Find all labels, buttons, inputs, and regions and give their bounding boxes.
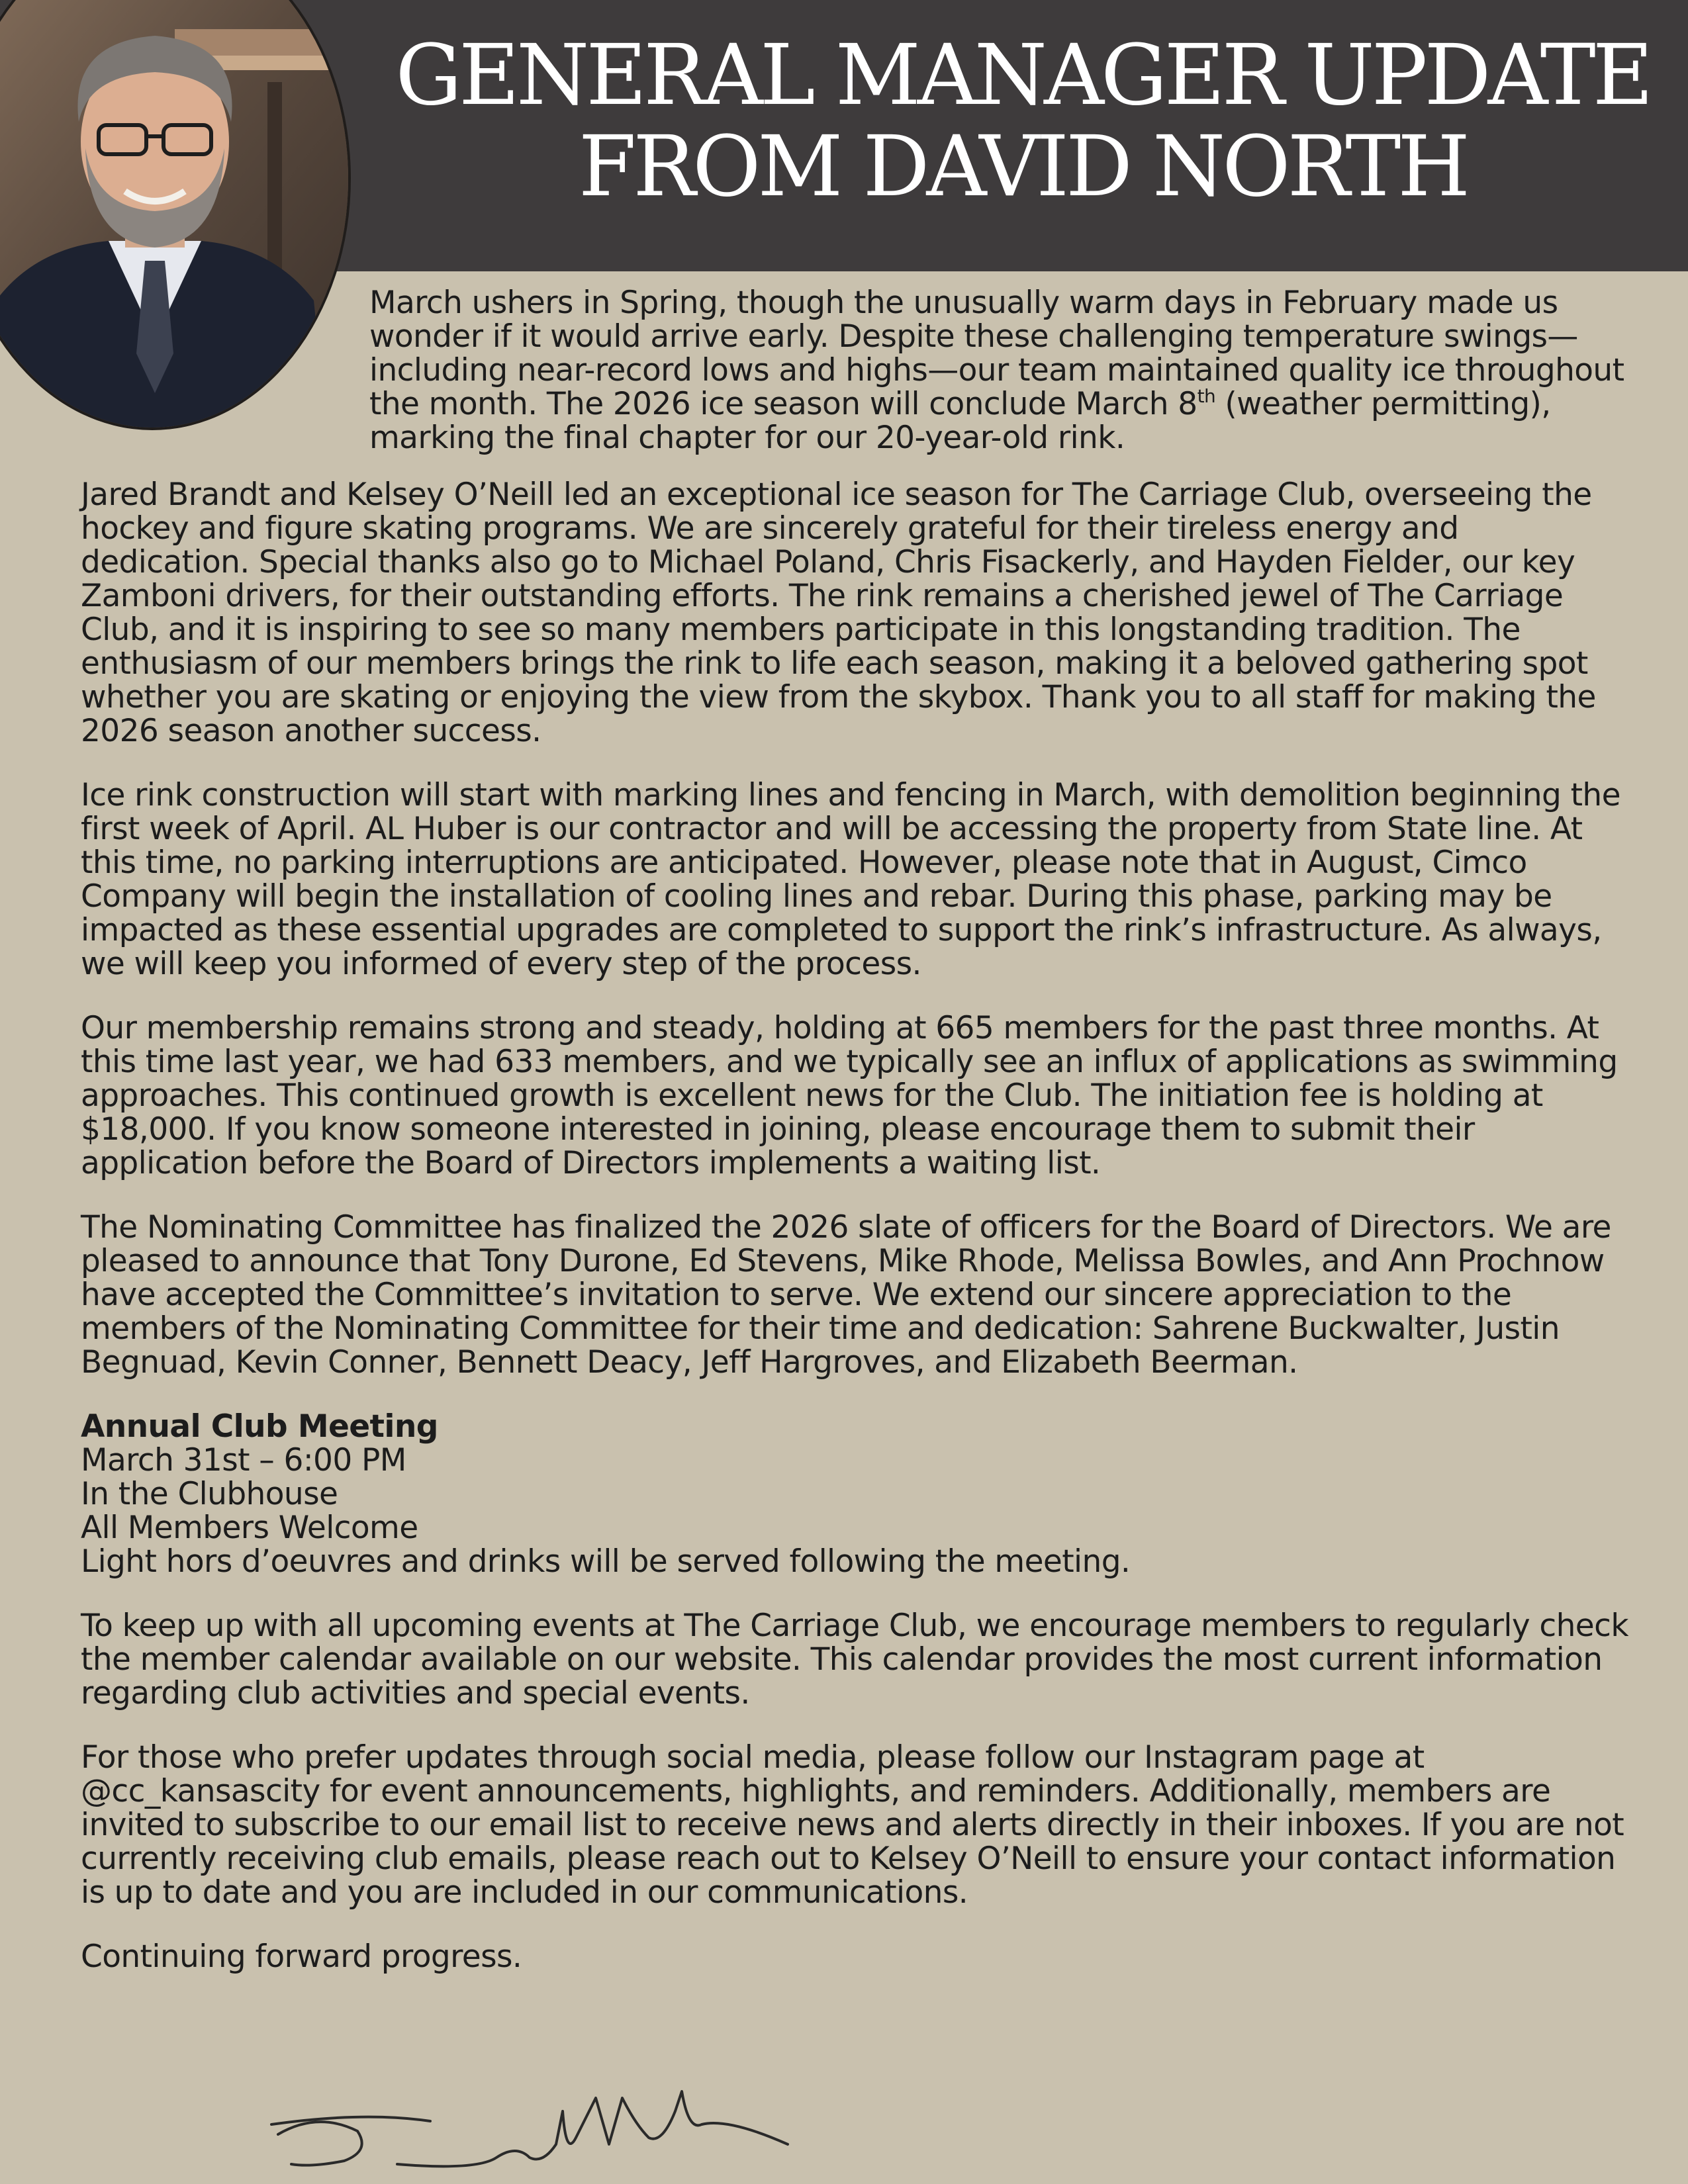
page-title: [371, 26, 1675, 215]
paragraph-social-media: For those who prefer updates through social media, please follow our Instagram page at @cc_kansascity for event announcements, highlights, and reminders. Additionally, members are invited to subscribe to our email list to receive news and alerts directly in their inboxes. If you are not currently receiving club emails, please reach out to Kelsey O’Neill to ensure your contact information is up to date and you are included in our communications.: [81, 1739, 1624, 1911]
paragraph-membership: Our membership remains strong and steady, holding at 665 members for the past three months. At this time last year, we had 633 members, and we typically see an influx of applications as swimming approaches. This continued growth is excellent news for the Club. The initiation fee is holding at $18,000. If you know someone interested in joining, please encourage them to submit their application before the Board of Directors implements a waiting list.: [81, 1010, 1618, 1181]
meeting-title: Annual Club Meeting: [81, 1408, 438, 1445]
ordinal-suffix: th: [1197, 385, 1216, 407]
author-portrait: [0, 0, 351, 430]
title-line-1: GENERAL MANAGER UPDATE: [395, 26, 1650, 124]
paragraph-ice-season: Jared Brandt and Kelsey O’Neill led an exceptional ice season for The Carriage Club, overseeing the hockey and figure skating programs. We are sincerely grateful for their tireless energy and dedication. Special thanks also go to Michael Poland, Chris Fisackerly, and Hayden Fielder, our key Zamboni drivers, for their outstanding efforts. The rink remains a cherished jewel of The Carriage Club, and it is inspiring to see so many members participate in this longstanding tradition. The enthusiasm of our members brings the rink to life each season, making it a beloved gathering spot whether you are skating or enjoying the view from the skybox. Thank you to all staff for making the 2026 season another success.: [81, 477, 1596, 749]
meeting-datetime: March 31st – 6:00 PM: [81, 1442, 406, 1479]
signature: [265, 2071, 794, 2184]
meeting-audience: All Members Welcome: [81, 1510, 418, 1546]
meeting-refreshments: Light hors d’oeuvres and drinks will be served following the meeting.: [81, 1543, 1131, 1580]
paragraph-construction: Ice rink construction will start with marking lines and fencing in March, with demolition beginning the first week of April. AL Huber is our contractor and will be accessing the property from State line. At this time, no parking interruptions are anticipated. However, please note that in August, Cimco Company will begin the installation of cooling lines and rebar. During this phase, parking may be impacted as these essential upgrades are completed to support the rink’s infrastructure. As always, we will keep you informed of every step of the process.: [81, 777, 1620, 982]
closing-line: Continuing forward progress.: [81, 1938, 522, 1975]
paragraph-nominating-committee: The Nominating Committee has finalized the 2026 slate of officers for the Board of Directors. We are pleased to announce that Tony Durone, Ed Stevens, Mike Rhode, Melissa Bowles, and Ann Prochnow have accepted the Committee’s invitation to serve. We extend our sincere appreciation to the members of the Nominating Committee for their time and dedication: Sahrene Buckwalter, Justin Begnuad, Kevin Conner, Bennett Deacy, Jeff Hargroves, and Elizabeth Beerman.: [81, 1209, 1611, 1381]
annual-meeting-block: [81, 1410, 1630, 1578]
title-line-2: FROM DAVID NORTH: [578, 118, 1468, 215]
intro-paragraph: March ushers in Spring, though the unusually warm days in February made us wonder if it would arrive early. Despite these challenging temperature swings—including near-record lows and highs—our team maintained quality ice throughout the month. The 2026 ice season will conclude March 8th (weather permitting), marking the final chapter for our 20-year-old rink.: [369, 285, 1624, 456]
paragraph-calendar: To keep up with all upcoming events at The Carriage Club, we encourage members to regularly check the member calendar available on our website. This calendar provides the most current information regarding club activities and special events.: [81, 1608, 1628, 1711]
meeting-location: In the Clubhouse: [81, 1476, 338, 1512]
letter-body: [81, 478, 1630, 2004]
